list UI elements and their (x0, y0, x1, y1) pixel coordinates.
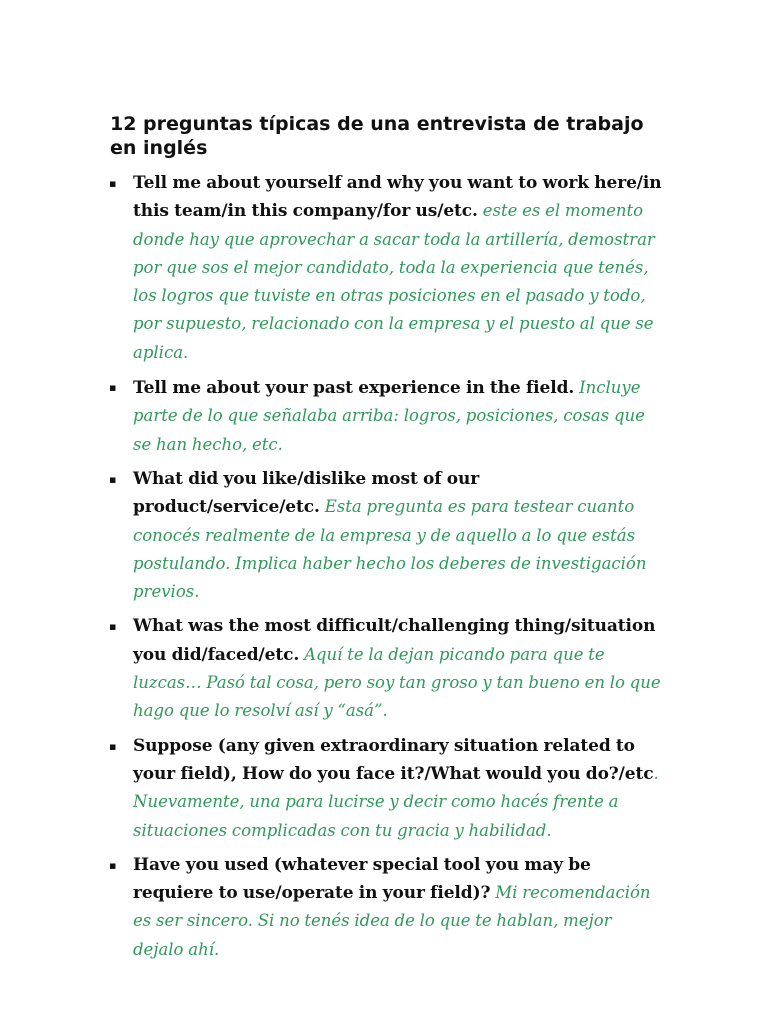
answer-text: Esta pregunta es para testear cuanto conocés realmente de la empresa y de aquello a lo que estás postulando. Implica haber hecho los deberes de investigación previos. (133, 497, 647, 602)
answer-text: Incluye parte de lo que señalaba arriba: logros, posiciones, cosas que se han hecho, etc. (133, 378, 645, 454)
answer-text: Mi recomendación es ser sincero. Si no tenés idea de lo que te hablan, mejor dejalo ahí. (133, 883, 651, 959)
answer-text: . Nuevamente, una para lucirse y decir como hacés frente a situaciones complicadas con tu gracia y habilidad. (133, 763, 659, 840)
list-item (0, 613, 663, 725)
question-text: Suppose (any given extraordinary situation related to your field), How do you face it?/What would you do?/etc (133, 735, 654, 784)
question-text: What did you like/dislike most of our product/service/etc. (133, 468, 480, 518)
question-list (0, 170, 768, 971)
answer-text: Aquí te la dejan picando para que te luzcas… Pasó tal cosa, pero soy tan groso y tan bueno en lo que hago que lo resolví así y “asá”. (133, 644, 661, 721)
document-title: 12 preguntas típicas de una entrevista de trabajo en inglés (110, 113, 644, 159)
list-item (0, 170, 663, 367)
list-item (0, 466, 663, 606)
answer-text: este es el momento donde hay que aprovechar a sacar toda la artillería, demostrar por que sos el mejor candidato, toda la experiencia que tenés, los logros que tuviste en otras posiciones en el pasado y todo, por supuesto, relacionado con la empresa y el puesto al que se aplica. (133, 201, 655, 362)
question-text: Have you used (whatever special tool you may be requiere to use/operate in your field)? (133, 854, 591, 904)
square-bullet-icon: ▪ (109, 472, 117, 486)
square-bullet-icon: ▪ (109, 858, 117, 872)
square-bullet-icon: ▪ (109, 381, 117, 395)
list-item (0, 374, 663, 459)
question-text: Tell me about your past experience in the field. (133, 378, 575, 399)
question-text: What was the most difficult/challenging thing/situation you did/faced/etc. (133, 616, 656, 665)
list-item (0, 852, 663, 964)
list-item (0, 733, 663, 845)
square-bullet-icon: ▪ (109, 739, 117, 753)
question-text: Tell me about yourself and why you want to work here/in this team/in this company/for us/etc. (133, 173, 662, 222)
square-bullet-icon: ▪ (109, 620, 117, 634)
square-bullet-icon: ▪ (109, 177, 117, 190)
